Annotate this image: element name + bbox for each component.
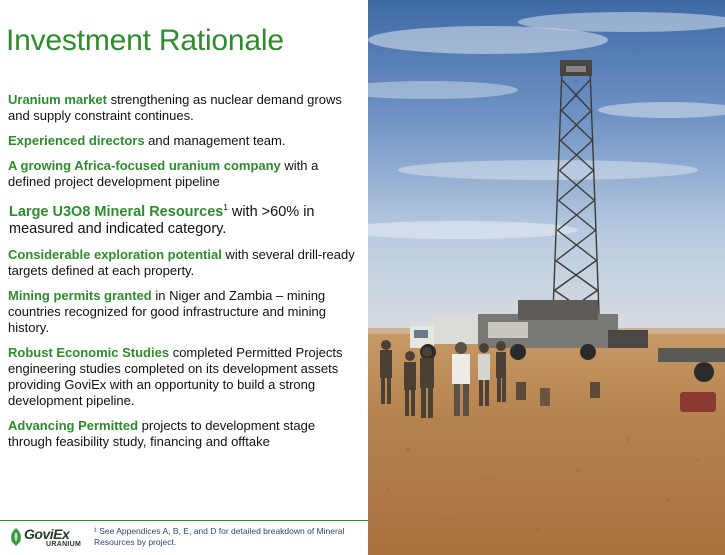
bullet-text: completed Permitted Projects engineering studies completed on its development assets providing GoviEx with an opportunity to build a strong development pipeline. <box>8 344 343 408</box>
footnote-marker: 1 <box>223 203 228 212</box>
bullet-highlight: Large U3O8 Mineral Resources <box>9 203 224 220</box>
footnote: ¹ See Appendices A, B, E, and D for detailed breakdown of Mineral Resources by project. <box>94 526 345 547</box>
logo-mark-icon <box>8 527 24 547</box>
bullet-item <box>8 418 360 450</box>
bullet-item <box>8 158 360 190</box>
bullet-text: with a defined project development pipeline <box>8 158 319 189</box>
bullet-highlight: Experienced directors <box>8 133 145 148</box>
bullet-highlight: Uranium market <box>8 92 107 107</box>
footer-divider <box>0 520 368 521</box>
bullet-highlight: Considerable exploration potential <box>8 246 222 262</box>
bullet-highlight: A growing Africa-focused uranium company <box>8 158 281 173</box>
bullet-item <box>8 288 360 336</box>
bullet-item <box>8 133 360 149</box>
bullet-text: and management team. <box>144 133 286 148</box>
bullet-item <box>8 247 360 279</box>
bullet-highlight: Advancing Permitted <box>8 417 139 433</box>
logo-subtitle: URANIUM <box>46 541 82 548</box>
slide-title: Investment Rationale <box>6 24 284 57</box>
bullet-list <box>8 92 360 459</box>
bullet-text: with >60% in measured and indicated category. <box>9 203 315 237</box>
bullet-text: projects to development stage through feasibility study, financing and offtake <box>8 417 316 449</box>
bullet-item <box>9 199 360 238</box>
bullet-item <box>8 92 360 124</box>
bullet-highlight: Robust Economic Studies <box>8 344 170 360</box>
bullet-text: with several drill-ready targets defined at each property. <box>8 246 355 278</box>
bullet-text: in Niger and Zambia – mining countries recognized for good infrastructure and mining history. <box>8 287 326 335</box>
goviex-logo <box>8 527 88 549</box>
drilling-rig-photo <box>368 0 725 555</box>
logo-wordmark: GoviEx <box>24 526 70 542</box>
bullet-text: strengthening as nuclear demand grows and supply constraint continues. <box>8 92 342 123</box>
bullet-highlight: Mining permits granted <box>8 287 152 303</box>
bullet-item <box>8 345 360 409</box>
